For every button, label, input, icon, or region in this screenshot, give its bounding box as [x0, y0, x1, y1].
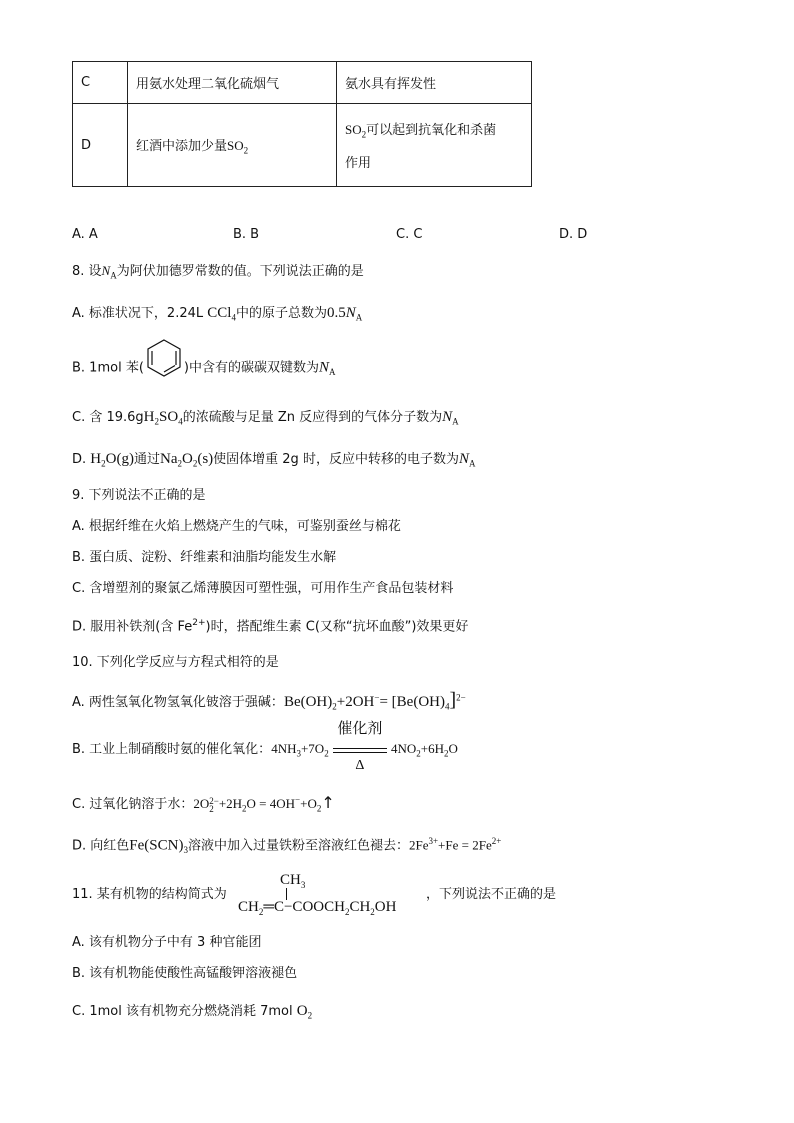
equals-line-bottom: [333, 752, 387, 753]
formula: (s): [197, 451, 214, 467]
subscript: 2: [332, 701, 337, 712]
text: 的浓硫酸与足量 Zn 反应得到的气体分子数为: [182, 410, 443, 425]
formula: = [Be(OH): [379, 694, 445, 710]
na-symbol: N: [101, 263, 111, 278]
formula: H: [143, 409, 155, 425]
q11-stem-pre: 11. 某有机物的结构简式为: [72, 887, 227, 902]
text: SO: [227, 137, 244, 153]
q8-option-c: [72, 410, 459, 427]
row-letter: D: [73, 104, 128, 187]
q9-option-c: C. 含增塑剂的聚氯乙烯薄膜因可塑性强，可用作生产食品包装材料: [72, 581, 454, 596]
subscript: 3: [183, 844, 188, 855]
subscript: 3: [296, 748, 301, 759]
formula: Fe(SCN): [129, 837, 184, 854]
text: C. 含 19.6g: [72, 410, 144, 425]
subscript: 2: [344, 907, 350, 917]
subscript: A: [110, 270, 117, 281]
text: C. 过氧化钠溶于水：: [72, 797, 194, 812]
superscript: 3+: [428, 836, 439, 846]
text: 为阿伏加德罗常数的值。下列说法正确的是: [116, 264, 364, 279]
table-row: [73, 62, 532, 104]
gas-arrow-icon: ↑: [321, 793, 335, 812]
option-a: A. A: [72, 227, 98, 242]
row-reason: 氨水具有挥发性: [337, 62, 532, 104]
formula: O = 4OH: [246, 796, 296, 811]
text: 使固体增重 2g 时，反应中转移的电子数为: [213, 452, 459, 467]
subscript: 3: [300, 880, 306, 890]
text: 红酒中添加少量: [136, 138, 228, 154]
subscript: 2: [316, 803, 322, 814]
q9-option-a: A. 根据纤维在火焰上燃烧产生的气味，可鉴别蚕丝与棉花: [72, 519, 401, 534]
q8-option-a: [72, 306, 362, 323]
row-letter: C: [73, 62, 128, 104]
q10-option-d: [72, 837, 501, 855]
subscript: 2: [307, 1010, 313, 1021]
q11-option-c: [72, 1004, 312, 1021]
row-operation: 用氨水处理二氧化硫烟气: [128, 62, 337, 104]
subscript: A: [355, 312, 363, 323]
text: 可以起到抗氧化和杀菌: [366, 123, 497, 139]
reason-line: 作用: [345, 155, 372, 171]
formula: [345, 122, 367, 140]
formula: Be(OH): [283, 694, 333, 710]
text: B. 工业上制硝酸时氨的催化氧化：: [72, 742, 272, 757]
option-d: D. D: [559, 227, 588, 242]
formula: O: [448, 741, 458, 756]
bracket: ]: [449, 689, 457, 711]
superscript: 2−: [456, 692, 466, 703]
text: 中的原子总数为: [235, 306, 327, 321]
text: SO: [345, 122, 362, 138]
formula: O: [181, 451, 193, 467]
subscript: 4: [445, 701, 450, 712]
subscript: 2: [444, 748, 449, 759]
subscript: 4: [231, 312, 236, 323]
na-symbol: N: [345, 305, 356, 321]
reason-line: [345, 119, 531, 140]
text: A. 标准状况下，2.24L: [72, 306, 204, 321]
q8-option-b: [72, 358, 335, 378]
text: D. 向红色: [72, 838, 130, 854]
subscript: A: [452, 416, 459, 427]
superscript: −: [295, 794, 301, 805]
text: 通过: [133, 452, 160, 467]
na-symbol: N: [442, 409, 453, 425]
option-b: B. B: [233, 227, 260, 242]
equals-line-top: [333, 748, 387, 749]
subscript: 2: [101, 458, 106, 469]
formula: 2O: [193, 796, 210, 811]
formula: OH: [374, 899, 397, 915]
formula: +6H: [420, 741, 444, 756]
superscript: 2−: [209, 795, 219, 806]
formula: [227, 137, 249, 156]
text: D.: [72, 452, 87, 467]
subscript: 2: [242, 803, 247, 814]
q11-option-a: A. 该有机物分子中有 3 种官能团: [72, 935, 262, 950]
formula: CH: [349, 899, 371, 915]
formula: H: [90, 451, 102, 467]
methyl-group: [280, 873, 305, 890]
formula: 4NO: [390, 741, 417, 756]
value: 0.5: [326, 305, 346, 321]
formula: CH: [238, 899, 259, 915]
formula: ═C−COOCH: [263, 899, 345, 915]
subscript: A: [328, 367, 336, 378]
row-reason: [337, 104, 532, 187]
text: C. 1mol 该有机物充分燃烧消耗 7mol: [72, 1004, 293, 1019]
q9-option-d: [72, 619, 468, 633]
q11-stem-post: ，下列说法不正确的是: [426, 887, 557, 902]
superscript: 2+: [491, 836, 502, 846]
formula: +O: [300, 796, 317, 811]
superscript: 2+: [192, 618, 206, 628]
subscript: 2: [192, 458, 198, 469]
subscript: 2: [361, 129, 367, 140]
formula: O: [296, 1003, 308, 1019]
structure-formula: [238, 900, 396, 917]
heat-symbol: Δ: [355, 757, 365, 773]
formula: Na: [159, 451, 178, 467]
subscript: 2: [177, 458, 182, 469]
formula: CCl: [207, 305, 232, 321]
subscript: 2: [243, 145, 249, 156]
text: 8. 设: [72, 264, 102, 279]
table-row: [73, 104, 532, 187]
text: D. 服用补铁剂(含 Fe: [72, 619, 193, 635]
na-symbol: N: [458, 451, 469, 467]
q10-option-c: [72, 795, 335, 814]
q10-stem: 10. 下列化学反应与方程式相符的是: [72, 655, 279, 670]
q11-option-b: B. 该有机物能使酸性高锰酸钾溶液褪色: [72, 966, 298, 981]
formula: CH: [280, 872, 301, 888]
text: A. 两性氢氧化物氢氧化铍溶于强碱：: [72, 695, 284, 710]
subscript: 2: [209, 803, 214, 814]
benzene-ring-icon: [144, 338, 184, 378]
text: )中含有的碳碳双键数为: [183, 360, 319, 376]
formula: 4NH: [271, 741, 297, 756]
na-symbol: N: [318, 359, 329, 376]
q8-stem: [72, 264, 364, 281]
superscript: −: [374, 692, 380, 703]
formula: 2Fe: [408, 837, 429, 853]
formula: +2OH: [336, 694, 375, 710]
row-operation: [128, 104, 337, 187]
q8-option-d: [72, 452, 475, 469]
reaction-condition: [333, 718, 387, 773]
q9-option-b: B. 蛋白质、淀粉、纤维素和油脂均能发生水解: [72, 550, 337, 565]
subscript: 2: [324, 748, 329, 759]
q10-option-b: [72, 718, 458, 773]
q10-option-a: [72, 690, 466, 712]
subscript: 2: [154, 416, 160, 427]
formula: +7O: [300, 741, 325, 756]
subscript: 2: [416, 748, 421, 759]
subscript: 2: [258, 907, 264, 917]
option-c: C. C: [396, 227, 423, 242]
formula: +2H: [218, 796, 243, 811]
subscript: 4: [178, 416, 183, 427]
answer-table: [72, 61, 532, 187]
text: 溶液中加入过量铁粉至溶液红色褪去：: [187, 838, 409, 854]
subscript: A: [468, 458, 476, 469]
subscript: 2: [370, 907, 375, 917]
text: )时，搭配维生素 C(又称“抗坏血酸”)效果更好: [205, 619, 469, 635]
formula: SO: [159, 409, 179, 425]
q9-stem: 9. 下列说法不正确的是: [72, 488, 206, 503]
formula: O(g): [105, 451, 134, 467]
sub-sup-stack: [209, 797, 219, 813]
text: B. 1mol 苯(: [72, 360, 144, 376]
formula: +Fe = 2Fe: [438, 837, 492, 853]
catalyst-label: 催化剂: [337, 718, 383, 737]
